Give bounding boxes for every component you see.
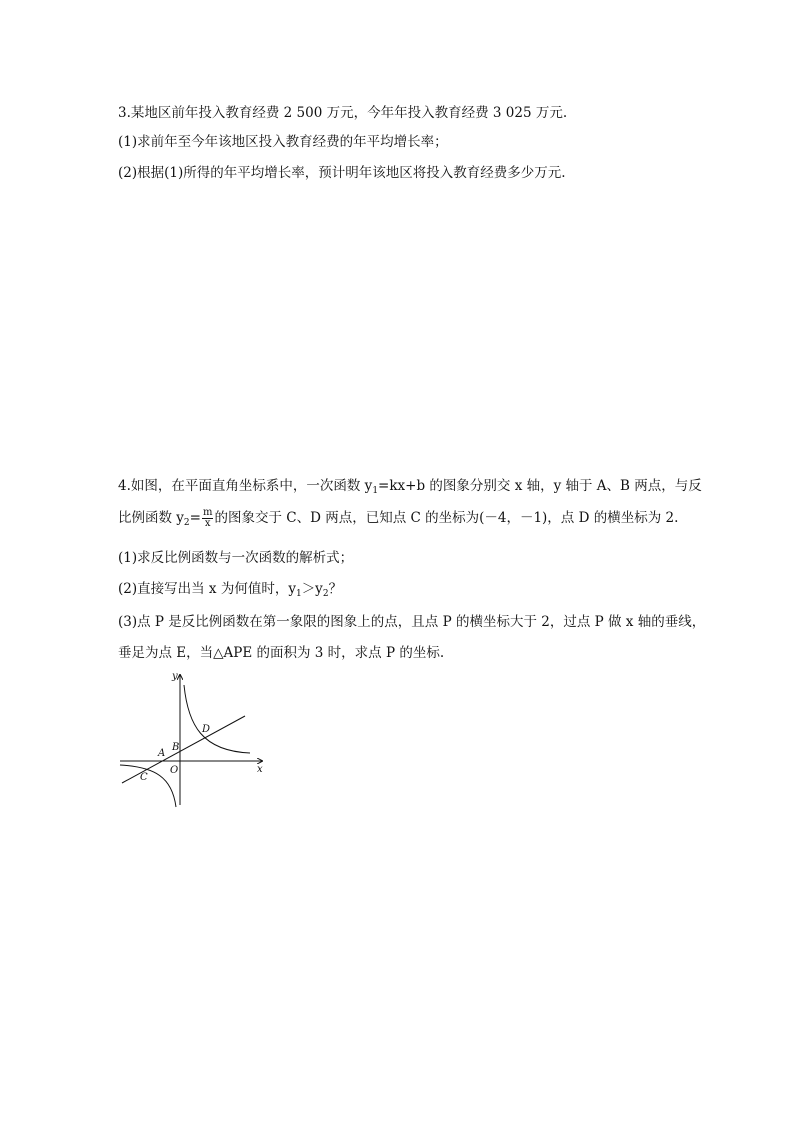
label-c: C: [140, 772, 148, 783]
fraction-m-over-x: [202, 508, 213, 529]
q3-part1: (1)求前年至今年该地区投入教育经费的年平均增长率；: [118, 134, 448, 150]
label-d: D: [202, 724, 211, 735]
q4-part2-q: ？: [328, 581, 343, 597]
q4-stem-line2: [118, 508, 678, 530]
frac-numerator: m: [202, 507, 213, 518]
q4-stem-a1: 4.如图，在平面直角坐标系中，一次函数 y: [118, 478, 373, 494]
q4-part3-line2: 垂足为点 E，当△APE 的面积为 3 时，求点 P 的坐标.: [118, 645, 445, 661]
label-b: B: [172, 742, 180, 753]
q4-stem-b1: 比例函数 y: [118, 510, 184, 526]
label-o: O: [170, 765, 179, 776]
frac-denominator: x: [204, 518, 211, 529]
q4-stem-b2: 的图象交于 C、D 两点，已知点 C 的坐标为(－4，－1)，点 D 的横坐标为 2.: [214, 510, 679, 526]
q4-part2-a: (2)直接写出当 x 为何值时，y: [118, 581, 296, 597]
coordinate-figure: [110, 665, 280, 815]
q4-stem-eq: =: [189, 510, 201, 526]
q4-stem-line1: [118, 476, 702, 498]
label-a: A: [158, 748, 166, 759]
q4-sub2: 2: [183, 518, 190, 528]
q4-part2-sub1: 1: [295, 589, 302, 599]
label-x: x: [257, 764, 263, 775]
hyperbola-branch-q3: [120, 765, 179, 807]
q4-stem-a2: =kx+b 的图象分别交 x 轴，y 轴于 A、B 两点，与反: [378, 478, 702, 494]
q4-part2-gt: ＞y: [301, 581, 323, 597]
label-y: y: [172, 671, 178, 682]
q4-part2-sub2: 2: [322, 589, 329, 599]
q4-part3-line1: (3)点 P 是反比例函数在第一象限的图象上的点，且点 P 的横坐标大于 2，过点 P 做 x 轴的垂线，: [118, 614, 706, 630]
q4-sub1: 1: [372, 486, 379, 496]
q4-part1: (1)求反比例函数与一次函数的解析式；: [118, 550, 354, 566]
q3-stem: 3.某地区前年投入教育经费 2 500 万元，今年年投入教育经费 3 025 万元.: [118, 105, 568, 121]
q4-part2: [118, 579, 342, 601]
q3-part2: (2)根据(1)所得的年平均增长率，预计明年该地区将投入教育经费多少万元.: [118, 165, 566, 181]
